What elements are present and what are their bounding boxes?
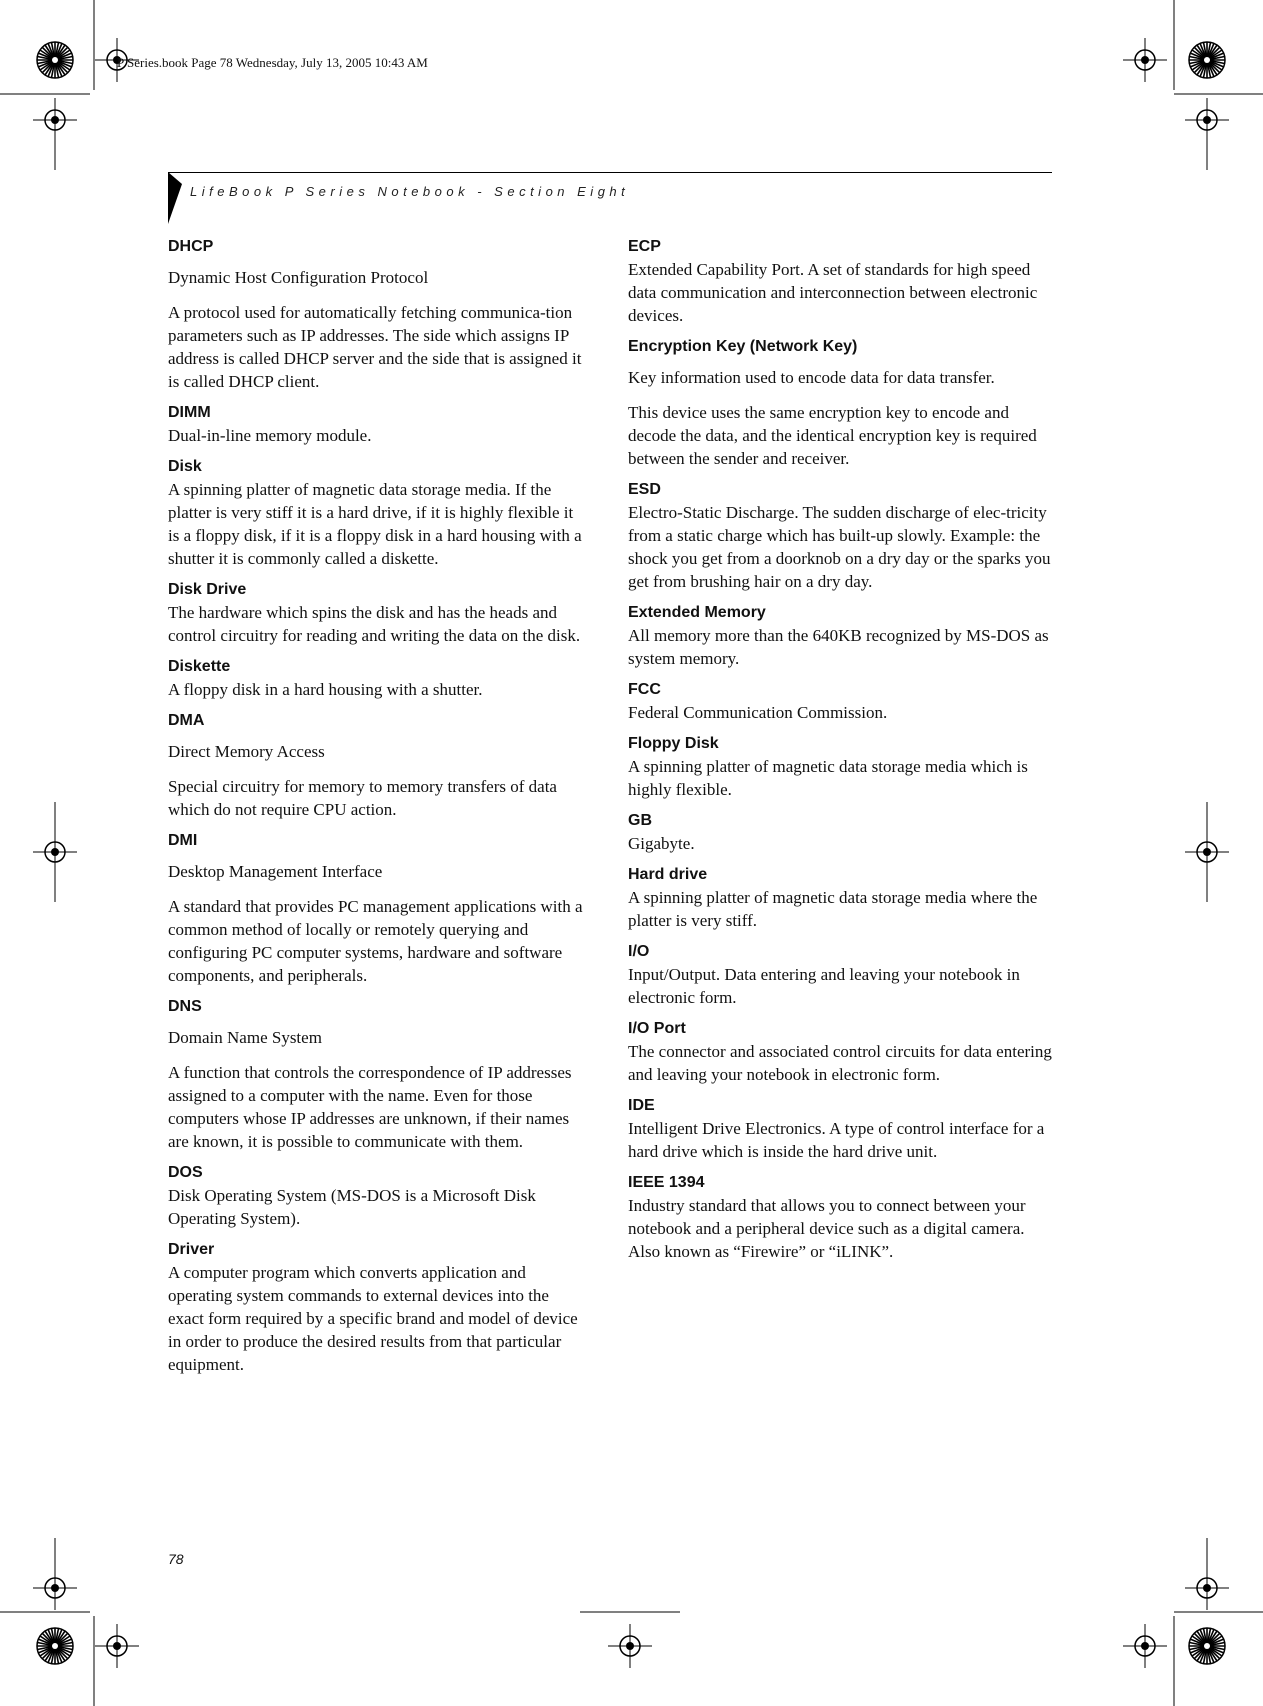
glossary-entry <box>168 656 588 701</box>
definition-paragraph: Domain Name System <box>168 1028 322 1047</box>
glossary-term: Encryption Key (Network Key) <box>628 338 858 355</box>
glossary-entry <box>628 236 1058 327</box>
glossary-entry <box>628 864 1058 932</box>
glossary-term: Driver <box>168 1241 215 1258</box>
glossary-term: I/O <box>628 943 650 960</box>
glossary-term: DMI <box>168 832 198 849</box>
glossary-term: DMA <box>168 712 205 729</box>
glossary-entry <box>628 479 1058 593</box>
glossary-entry <box>168 710 588 821</box>
glossary-definition <box>628 886 1058 932</box>
glossary-definition <box>168 266 588 393</box>
glossary-entry <box>628 941 1058 1009</box>
definition-paragraph: The hardware which spins the disk and has the heads and control circuitry for reading and writing the data on the disk. <box>168 603 581 645</box>
glossary-entry <box>168 1162 588 1230</box>
definition-paragraph: A standard that provides PC management applications with a common method of locally or remotely querying and configuring PC computer systems, hardware and software components, and peripherals. <box>168 897 583 985</box>
header-rule <box>168 172 1052 173</box>
glossary-term: IDE <box>628 1097 655 1114</box>
glossary-definition <box>628 1117 1058 1163</box>
header-tab-marker <box>168 172 182 224</box>
glossary-term: Floppy Disk <box>628 735 719 752</box>
glossary-term: DOS <box>168 1164 203 1181</box>
print-slug: P Series.book Page 78 Wednesday, July 13, 2005 10:43 AM <box>117 55 428 70</box>
definition-paragraph: This device uses the same encryption key to encode and decode the data, and the identical encryption key is required between the sender and receiver. <box>628 403 1037 468</box>
glossary-entry <box>168 456 588 570</box>
glossary-definition <box>168 740 588 821</box>
definition-paragraph: Dual-in-line memory module. <box>168 426 372 445</box>
definition-paragraph: A spinning platter of magnetic data storage media which is highly flexible. <box>628 757 1028 799</box>
glossary-definition <box>628 624 1058 670</box>
glossary-term: Disk <box>168 458 202 475</box>
definition-paragraph: Input/Output. Data entering and leaving your notebook in electronic form. <box>628 965 1020 1007</box>
definition-paragraph: A function that controls the correspondence of IP addresses assigned to a computer with the name. Even for those computers whose IP addresses are unknown, if their names are known, it is possible to communicate with them. <box>168 1063 572 1151</box>
definition-paragraph: All memory more than the 640KB recognized by MS-DOS as system memory. <box>628 626 1049 668</box>
glossary-definition <box>628 1194 1058 1263</box>
glossary-definition <box>168 860 588 987</box>
glossary-term: DNS <box>168 998 202 1015</box>
definition-paragraph: Federal Communication Commission. <box>628 703 888 722</box>
glossary-entry <box>628 1172 1058 1263</box>
glossary-term: ECP <box>628 238 661 255</box>
definition-paragraph: A floppy disk in a hard housing with a shutter. <box>168 680 483 699</box>
glossary-entry <box>168 996 588 1153</box>
glossary-term: DHCP <box>168 238 214 255</box>
glossary-definition <box>628 701 1058 724</box>
glossary-definition <box>168 478 588 570</box>
definition-paragraph: Desktop Management Interface <box>168 862 383 881</box>
definition-paragraph: Key information used to encode data for data transfer. <box>628 368 995 387</box>
glossary-entry <box>628 1095 1058 1163</box>
definition-paragraph: A spinning platter of magnetic data storage media where the platter is very stiff. <box>628 888 1038 930</box>
glossary-right-column <box>628 236 1058 1272</box>
definition-paragraph: Dynamic Host Configuration Protocol <box>168 268 429 287</box>
running-head: LifeBook P Series Notebook - Section Eight <box>190 184 630 199</box>
definition-paragraph: The connector and associated control circuits for data entering and leaving your notebook in electronic form. <box>628 1042 1052 1084</box>
definition-paragraph: A protocol used for automatically fetching communica-tion parameters such as IP addresses. The side which assigns IP address is called DHCP server and the side that is assigned it is called DHCP client. <box>168 303 582 391</box>
glossary-definition <box>168 1261 588 1376</box>
glossary-term: ESD <box>628 481 661 498</box>
glossary-definition <box>168 1026 588 1153</box>
glossary-entry <box>628 733 1058 801</box>
glossary-entry <box>628 602 1058 670</box>
definition-paragraph: Disk Operating System (MS-DOS is a Microsoft Disk Operating System). <box>168 1186 536 1228</box>
definition-paragraph: Special circuitry for memory to memory transfers of data which do not require CPU action. <box>168 777 557 819</box>
definition-paragraph: A spinning platter of magnetic data storage media. If the platter is very stiff it is a hard drive, if it is highly flexible it is a floppy disk, if it is a floppy disk in a hard housing with a shutter it is commonly called a diskette. <box>168 480 582 568</box>
glossary-definition <box>628 501 1058 593</box>
glossary-definition <box>628 755 1058 801</box>
glossary-definition <box>628 963 1058 1009</box>
glossary-term: IEEE 1394 <box>628 1174 705 1191</box>
glossary-definition <box>168 678 588 701</box>
glossary-entry <box>168 579 588 647</box>
glossary-entry <box>168 830 588 987</box>
glossary-definition <box>168 601 588 647</box>
glossary-definition <box>628 366 1058 470</box>
glossary-definition <box>628 1040 1058 1086</box>
glossary-definition <box>628 258 1058 327</box>
glossary-entry <box>628 810 1058 855</box>
definition-paragraph: A computer program which converts application and operating system commands to external devices into the exact form required by a specific brand and model of device in order to produce the desired results from that particular equipment. <box>168 1263 578 1374</box>
glossary-term: Disk Drive <box>168 581 247 598</box>
definition-paragraph: Industry standard that allows you to connect between your notebook and a peripheral device such as a digital camera. Also known as “Firewire” or “iLINK”. <box>628 1196 1026 1261</box>
page-number: 78 <box>168 1551 184 1567</box>
glossary-definition <box>168 1184 588 1230</box>
glossary-left-column <box>168 236 588 1385</box>
glossary-term: I/O Port <box>628 1020 686 1037</box>
definition-paragraph: Gigabyte. <box>628 834 695 853</box>
glossary-term: Extended Memory <box>628 604 766 621</box>
definition-paragraph: Extended Capability Port. A set of standards for high speed data communication and interconnection between electronic devices. <box>628 260 1038 325</box>
glossary-term: FCC <box>628 681 661 698</box>
definition-paragraph: Electro-Static Discharge. The sudden discharge of elec-tricity from a static charge which has built-up slowly. Example: the shock you get from a doorknob on a dry day or the sparks you get from brushing hair on a dry day. <box>628 503 1051 591</box>
glossary-entry <box>628 1018 1058 1086</box>
glossary-term: Diskette <box>168 658 231 675</box>
glossary-definition <box>168 424 588 447</box>
definition-paragraph: Direct Memory Access <box>168 742 325 761</box>
definition-paragraph: Intelligent Drive Electronics. A type of control interface for a hard drive which is inside the hard drive unit. <box>628 1119 1045 1161</box>
glossary-term: GB <box>628 812 652 829</box>
glossary-entry <box>168 402 588 447</box>
glossary-entry <box>628 336 1058 470</box>
glossary-term: Hard drive <box>628 866 708 883</box>
glossary-entry <box>168 236 588 393</box>
glossary-term: DIMM <box>168 404 211 421</box>
glossary-entry <box>168 1239 588 1376</box>
glossary-definition <box>628 832 1058 855</box>
glossary-entry <box>628 679 1058 724</box>
